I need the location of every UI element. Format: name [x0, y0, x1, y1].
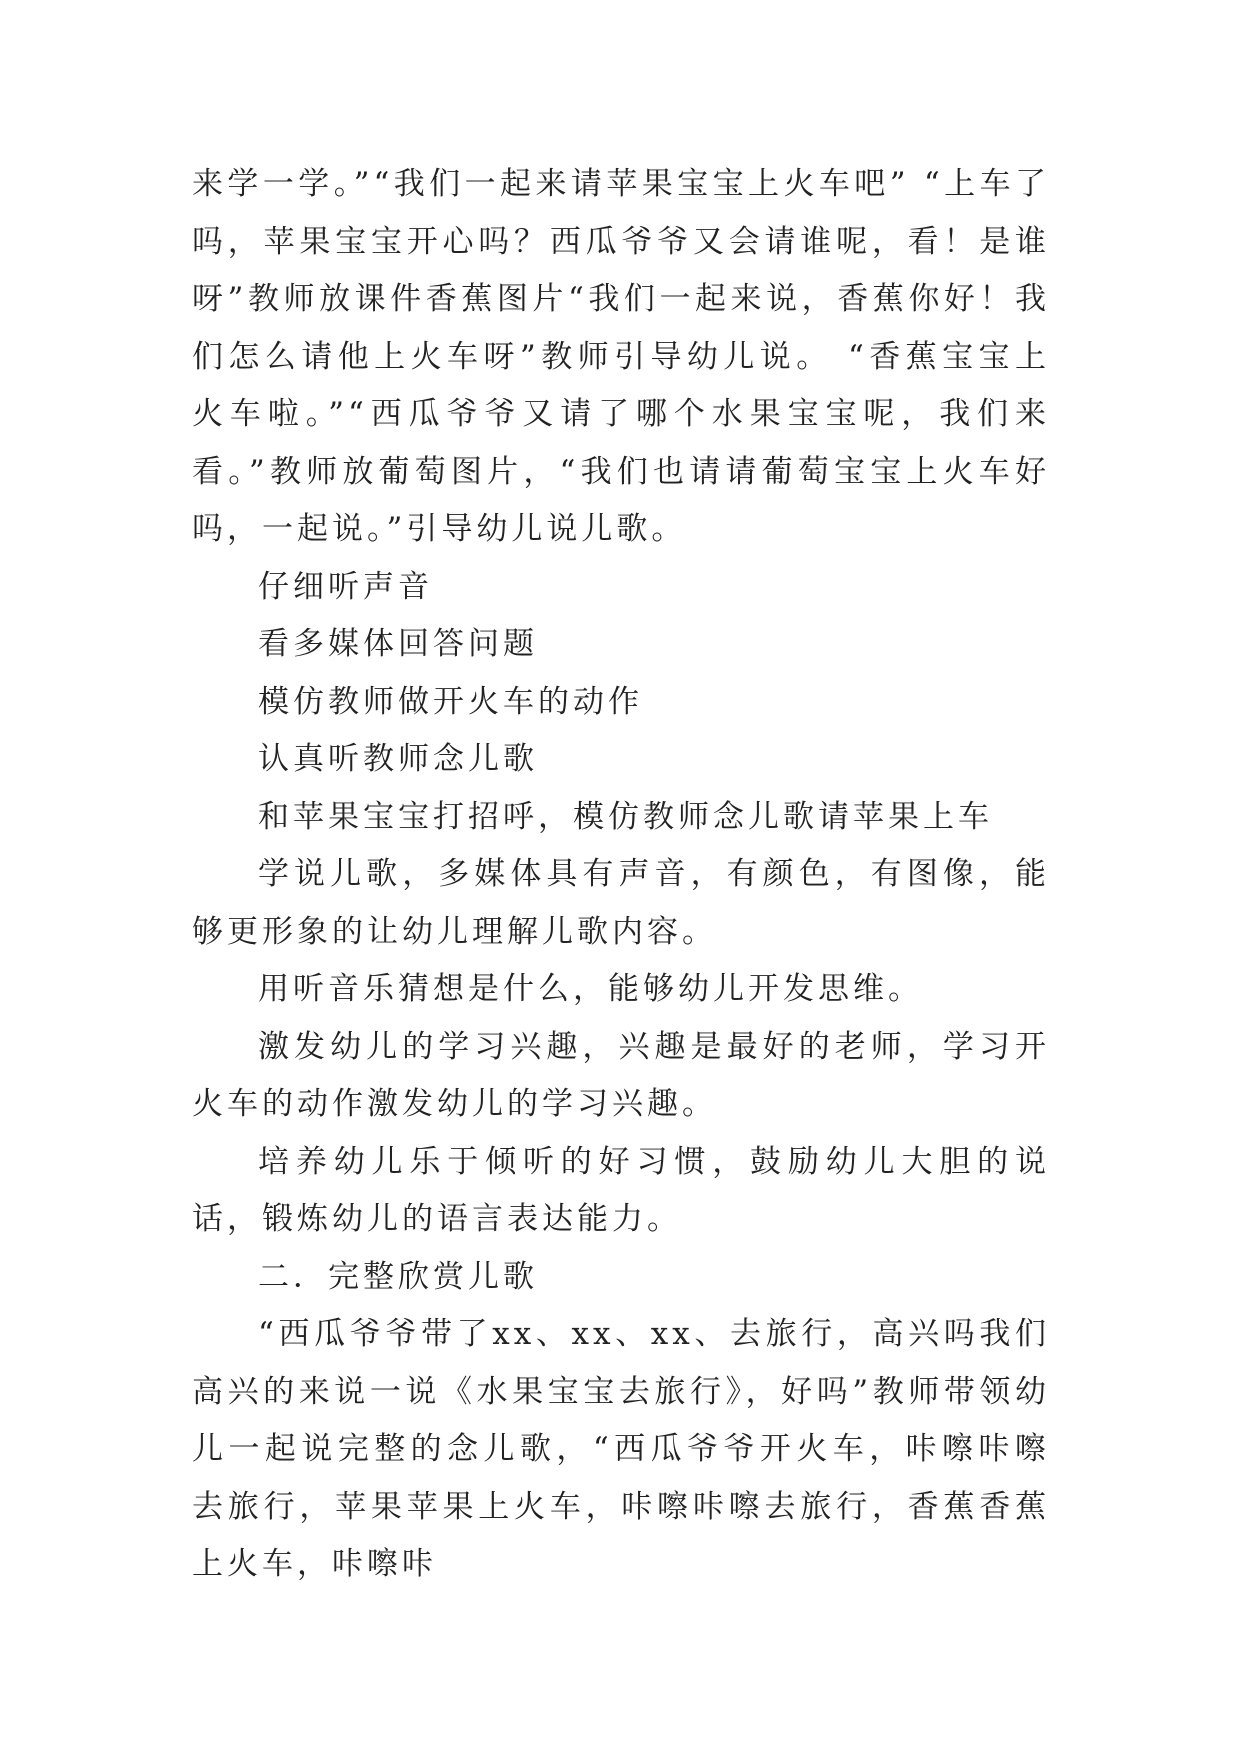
paragraph: 和苹果宝宝打招呼，模仿教师念儿歌请苹果上车: [258, 798, 993, 835]
paragraph: “西瓜爷爷带了xx、xx、xx、去旅行，高兴吗我们高兴的来说一说《水果宝宝去旅行》，好吗”教师带领幼儿一起说完整的念儿歌，“西瓜爷爷开火车，咔嚓咔嚓去旅行，苹果苹果上火车，咔嚓咔嚓去旅行，香蕉香蕉上火车，咔嚓咔: [192, 1316, 1050, 1582]
document-page: [192, 156, 1050, 1594]
paragraph: 模仿教师做开火车的动作: [258, 683, 643, 720]
paragraph: 激发幼儿的学习兴趣，兴趣是最好的老师，学习开火车的动作激发幼儿的学习兴趣。: [192, 1028, 1050, 1122]
paragraph: 学说儿歌，多媒体具有声音，有颜色，有图像，能够更形象的让幼儿理解儿歌内容。: [192, 856, 1050, 950]
paragraph: 来学一学。”“我们一起来请苹果宝宝上火车吧” “上车了吗，苹果宝宝开心吗？西瓜爷爷又会请谁呢，看！是谁呀”教师放课件香蕉图片“我们一起来说，香蕉你好！我们怎么请他上火车呀”教师引导幼儿说。 “香蕉宝宝上火车啦。”“西瓜爷爷又请了哪个水果宝宝呢，我们来看。”教师放葡萄图片，“我们也请请葡萄宝宝上火车好吗，一起说。”引导幼儿说儿歌。: [192, 166, 1050, 547]
paragraph: 认真听教师念儿歌: [258, 741, 538, 777]
paragraph: 培养幼儿乐于倾听的好习惯，鼓励幼儿大胆的说话，锻炼幼儿的语言表达能力。: [192, 1143, 1050, 1237]
paragraph: 看多媒体回答问题: [258, 626, 538, 662]
paragraph: 用听音乐猜想是什么，能够幼儿开发思维。: [258, 971, 923, 1007]
paragraph: 仔细听声音: [258, 568, 433, 605]
section-heading: 二．完整欣赏儿歌: [258, 1258, 538, 1295]
